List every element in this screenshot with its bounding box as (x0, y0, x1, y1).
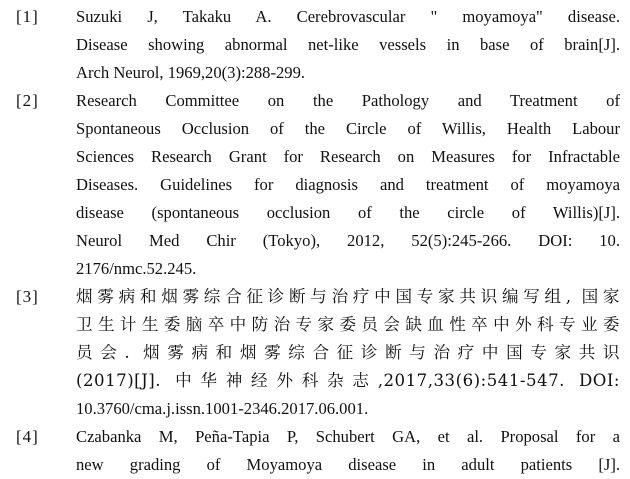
reference-item-1 (0, 3, 630, 87)
reference-line: new grading of Moyamoya disease in adult patients [J]. (76, 455, 620, 474)
reference-line: 烟雾病和烟雾综合征诊断与治疗中国专家共识编写组, 国家 (76, 287, 620, 306)
reference-number: [3] (16, 287, 39, 306)
reference-line: Neurol Med Chir (Tokyo), 2012, 52(5):245-266. DOI: 10. (76, 231, 620, 250)
reference-line: 卫生计生委脑卒中防治专家委员会缺血性卒中外科专业委 (76, 315, 620, 334)
reference-item-3 (0, 283, 630, 423)
reference-line: (2017)[J]. 中华神经外科杂志,2017,33(6):541-547. DOI: (76, 371, 620, 390)
reference-line: 2176/nmc.52.245. (76, 259, 197, 278)
reference-item-2 (0, 87, 630, 283)
reference-line: 10.3760/cma.j.issn.1001-2346.2017.06.001. (76, 399, 369, 418)
reference-line: Arch Neurol, 1969,20(3):288-299. (76, 63, 306, 82)
reference-line: Diseases. Guidelines for diagnosis and treatment of moyamoya (76, 175, 620, 194)
reference-line: disease (spontaneous occlusion of the circle of Willis)[J]. (76, 203, 620, 222)
reference-line: Suzuki J, Takaku A. Cerebrovascular " moyamoya" disease. (76, 7, 620, 26)
reference-line: Sciences Research Grant for Research on Measures for Infractable (76, 147, 620, 166)
reference-line: Czabanka M, Peña-Tapia P, Schubert GA, et al. Proposal for a (76, 427, 620, 446)
reference-line: Spontaneous Occlusion of the Circle of Willis, Health Labour (76, 119, 620, 138)
reference-number: [4] (16, 427, 39, 446)
reference-line: Research Committee on the Pathology and Treatment of (76, 91, 620, 110)
reference-line: Disease showing abnormal net-like vessels in base of brain[J]. (76, 35, 620, 54)
reference-number: [2] (16, 91, 39, 110)
reference-line: 员会. 烟雾病和烟雾综合征诊断与治疗中国专家共识 (76, 343, 620, 362)
reference-number: [1] (16, 7, 39, 26)
reference-item-4 (0, 423, 630, 479)
